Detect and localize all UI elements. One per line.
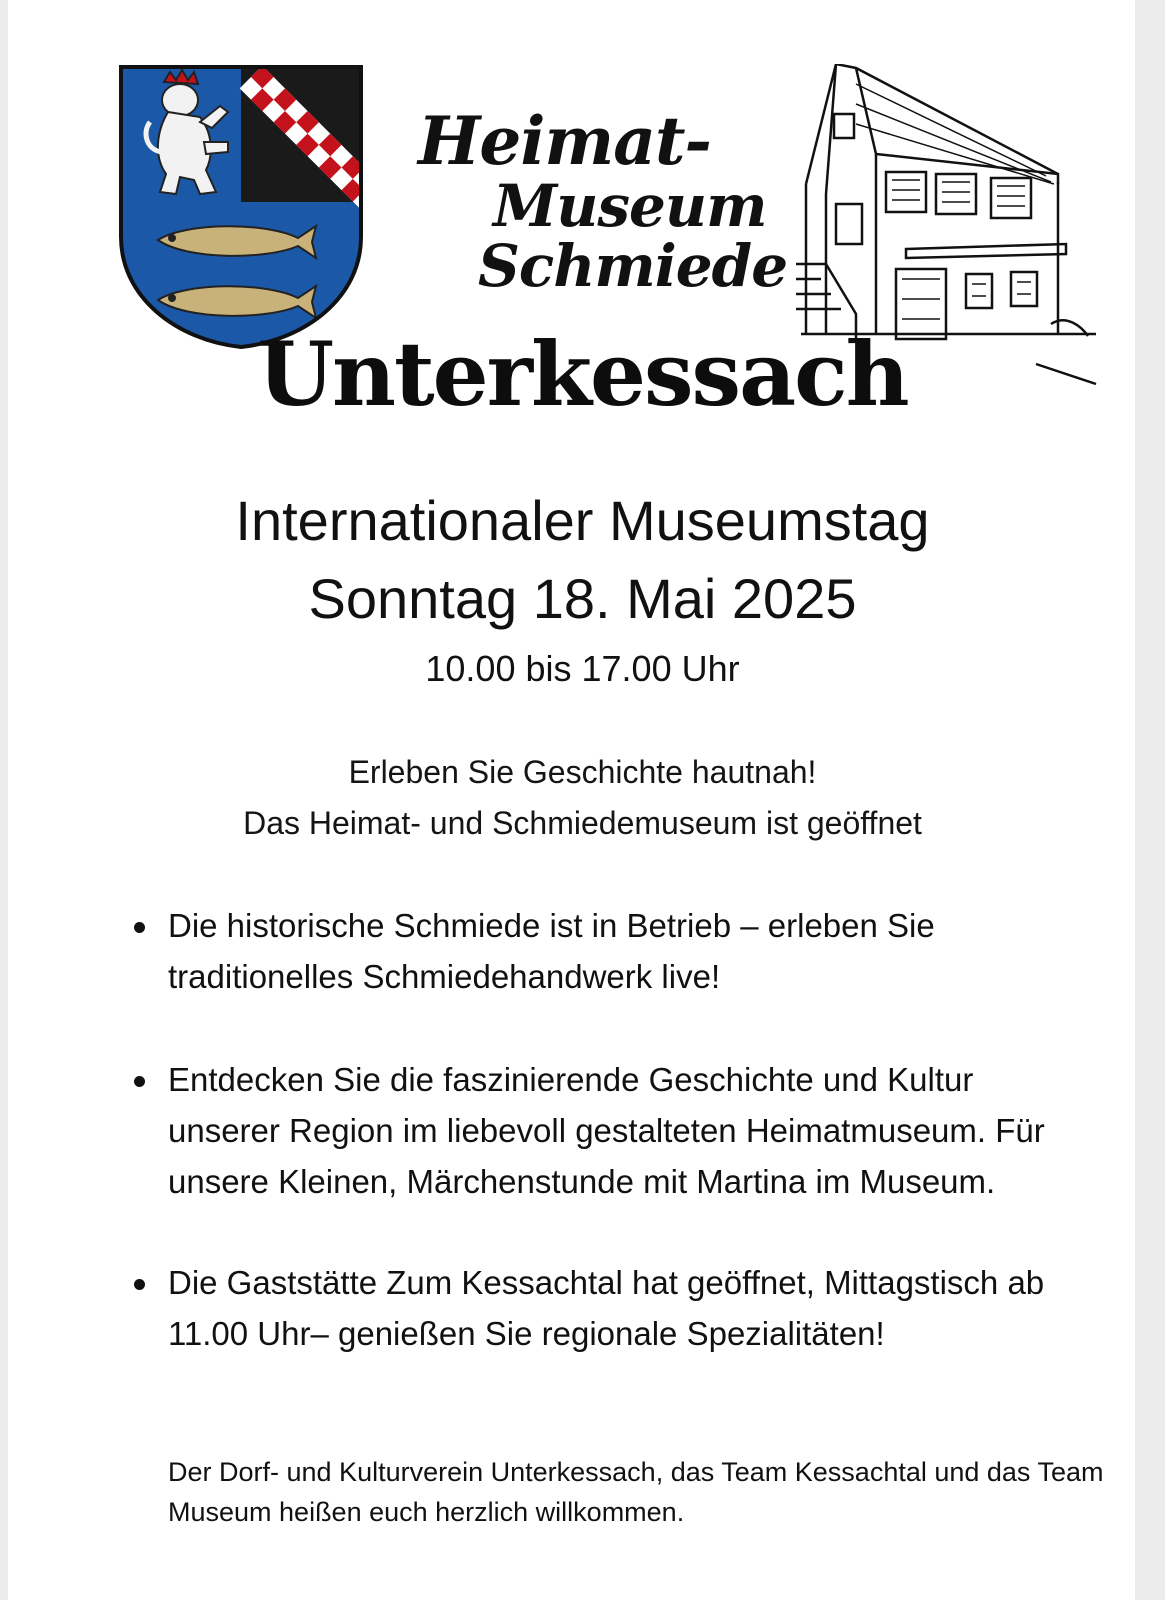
event-date: Sonntag 18. Mai 2025 [308,567,857,630]
feature-list [132,900,1092,1359]
list-item-text: Die Gaststätte Zum Kessachtal hat geöffnet, Mittagstisch ab 11.00 Uhr– genießen Sie regionale Spezialitäten! [168,1264,1045,1352]
list-item [132,900,1092,1002]
intro-line-2: Das Heimat- und Schmiedemuseum ist geöffnet [243,805,922,841]
museum-logo [378,64,788,304]
intro-line-1: Erleben Sie Geschichte hautnah! [348,754,817,790]
bullet-dot-icon [134,1076,145,1087]
flyer-page [8,0,1135,1600]
list-item-text: Die historische Schmiede ist in Betrieb – erleben Sie traditionelles Schmiedehandwerk live! [168,907,935,995]
list-item-text: Entdecken Sie die faszinierende Geschichte und Kultur unserer Region im liebevoll gestalteten Heimatmuseum. Für unsere Kleinen, Märchenstunde mit Martina im Museum. [168,1061,1045,1200]
bullet-dot-icon [134,1279,145,1290]
logo-line-schmiede: Schmiede [478,232,788,300]
bullet-dot-icon [134,922,145,933]
logo-line-museum: Museum [493,172,767,240]
event-hours: 10.00 bis 17.00 Uhr [425,648,740,689]
list-item [132,1054,1092,1207]
town-name: Unterkessach [257,322,908,426]
logo-line-heimat: Heimat- [418,102,711,180]
welcome-footer: Der Dorf- und Kulturverein Unterkessach, das Team Kessachtal und das Team Museum heißen euch herzlich willkommen. [168,1457,1104,1527]
coat-of-arms-icon [116,62,366,352]
event-title: Internationaler Museumstag [235,489,930,552]
list-item [132,1257,1092,1359]
